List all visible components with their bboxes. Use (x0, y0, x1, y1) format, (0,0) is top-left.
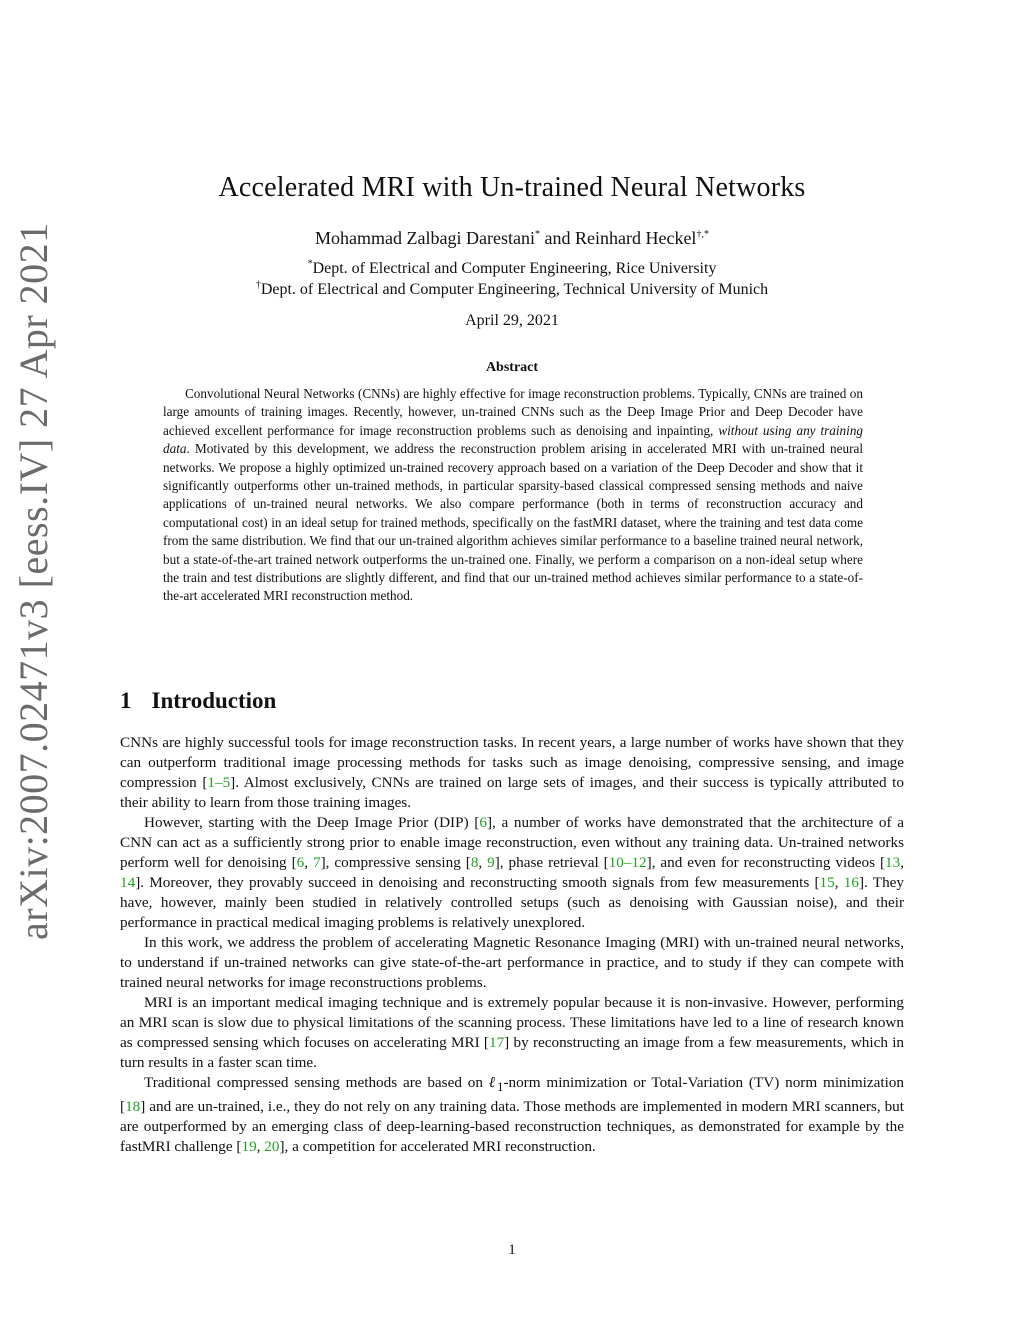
paragraph-text: ], and even for reconstructing videos [ (646, 854, 886, 871)
affiliation-mark: † (255, 279, 261, 291)
paragraph-text: ]. They have, however, mainly been studied in relatively controlled setups (such as denoising with Gaussian noise), and their performance in practical medical imaging problems is relatively unexplored. (120, 874, 904, 931)
citation-link[interactable]: 19 (241, 1138, 257, 1156)
paragraph-text: ] and are un-trained, i.e., they do not rely on any training data. Those methods are implemented in modern MRI scanners, but are outperformed by an emerging class of deep-learning-based reconstruction techniques, as demonstrated for example by the fastMRI challenge [ (120, 1098, 904, 1156)
paragraph-text: -norm minimization or Total-Variation (TV) norm minimization [ (120, 1074, 904, 1116)
math-ell: ℓ (488, 1074, 498, 1091)
abstract-text: . Motivated by this development, we address the reconstruction problem arising in accelerated MRI with un-trained neural networks. We propose a highly optimized un-trained recovery approach based on a variation of the Deep Decoder and show that it significantly outperforms other un-trained methods, in particular sparsity-based classical compressed sensing methods and naive applications of un-trained neural networks. We also compare performance (both in terms of reconstruction accuracy and computational cost) in an ideal setup for trained methods, specifically on the fastMRI dataset, where the training and test data come from the same distribution. We find that our un-trained algorithm achieves similar performance to a baseline trained neural network, but a state-of-the-art trained network outperforms the un-trained one. Finally, we perform a comparison on a non-ideal setup where the train and test distributions are slightly different, and find that our un-trained method achieves similar performance to a state-of-the-art accelerated MRI reconstruction method. (163, 441, 863, 604)
paragraph-text: However, starting with the Deep Image Prior (DIP) [ (144, 814, 480, 831)
citation-link[interactable]: 7 (313, 854, 321, 871)
citation-link[interactable]: 17 (488, 1034, 505, 1051)
paragraph-text: , (256, 1138, 265, 1156)
paragraph-text: ], compressive sensing [ (320, 854, 471, 871)
paragraph-text: , (304, 854, 313, 871)
paragraph (120, 933, 904, 993)
publication-date: April 29, 2021 (465, 312, 559, 329)
author-connector: and (539, 228, 575, 248)
citation-link[interactable]: 10–12 (608, 854, 647, 871)
citation-link[interactable]: 20 (264, 1138, 280, 1156)
abstract-emphasis: without using any training data (163, 422, 864, 457)
math-subscript: 1 (497, 1080, 504, 1095)
paragraph (120, 733, 904, 813)
paragraph (120, 813, 904, 933)
paragraph-text: ]. Almost exclusively, CNNs are trained on large sets of images, and their success is typically attributed to their ability to learn from those training images. (120, 774, 904, 811)
paragraph-text: , (834, 874, 844, 891)
citation-link[interactable]: 8 (470, 854, 479, 871)
paragraph-text: ], a number of works have demonstrated that the architecture of a CNN can act as a sufficiently strong prior to enable image reconstruction, even without any training data. Un-trained networks perform well for denoising [ (120, 814, 904, 871)
introduction-body (120, 733, 904, 1157)
citation-link[interactable]: 14 (120, 874, 136, 891)
citation-link[interactable]: 1–5 (207, 774, 231, 791)
affiliation-text: Dept. of Electrical and Computer Engineering, Technical University of Munich (260, 281, 769, 298)
citation-link[interactable]: 13 (885, 854, 901, 871)
citation-link[interactable]: 6 (296, 854, 305, 871)
affiliation-mark: †,* (696, 229, 709, 240)
section-heading (120, 688, 276, 714)
citation-link[interactable]: 15 (819, 874, 835, 891)
section-title: Introduction (151, 688, 277, 713)
citation-link[interactable]: 16 (843, 874, 859, 891)
paragraph-text: ]. Moreover, they provably succeed in denoising and reconstructing smooth signals from few measurements [ (135, 874, 820, 891)
affiliation-line (0, 260, 1024, 278)
author-name: Reinhard Heckel (574, 228, 697, 248)
abstract-body (163, 385, 863, 606)
paragraph-text: , (900, 854, 905, 871)
author-line (0, 228, 1024, 249)
citation-link[interactable]: 6 (479, 814, 487, 831)
affiliation-text: Dept. of Electrical and Computer Engineering, Rice University (312, 260, 717, 277)
paragraph-text: CNNs are highly successful tools for image reconstruction tasks. In recent years, a large number of works have shown that they can outperform traditional image processing methods for tasks such as image denoising, compressive sensing, and image compression [ (120, 734, 904, 791)
affiliation-line (0, 281, 1024, 299)
paragraph-text: ], a competition for accelerated MRI reconstruction. (279, 1138, 596, 1156)
paragraph-text: MRI is an important medical imaging technique and is extremely popular because it is non-invasive. However, performing an MRI scan is slow due to physical limitations of the scanning process. These limitations have led to a line of research known as compressed sensing which focuses on accelerating MRI [ (120, 994, 904, 1051)
paragraph-text: , (478, 854, 488, 871)
paragraph (120, 993, 904, 1073)
abstract-text: Convolutional Neural Networks (CNNs) are highly effective for image reconstruction problems. Typically, CNNs are trained on large amounts of training images. Recently, however, un-trained CNNs such as the Deep Image Prior and Deep Decoder have achieved excellent performance for image reconstruction problems such as denoising and inpainting, (163, 386, 863, 438)
abstract-heading: Abstract (485, 360, 539, 375)
affiliation-mark: * (307, 258, 313, 270)
paragraph-text: In this work, we address the problem of accelerating Magnetic Resonance Imaging (MRI) with un-trained neural networks, to understand if un-trained networks can give state-of-the-art performance in practice, and to study if they can compete with trained neural networks for image reconstructions problems. (120, 934, 904, 991)
paragraph-text: Traditional compressed sensing methods are based on (144, 1074, 489, 1091)
paper-title: Accelerated MRI with Un-trained Neural Networks (218, 172, 806, 203)
paragraph-text: ], phase retrieval [ (494, 854, 609, 871)
paragraph (120, 1073, 904, 1157)
arxiv-identifier-stamp: arXiv:2007.02471v3 [eess.IV] 27 Apr 2021 (11, 222, 56, 940)
author-name: Mohammad Zalbagi Darestani (315, 228, 535, 248)
page-number: 1 (508, 1242, 516, 1258)
citation-link[interactable]: 9 (487, 854, 495, 871)
paragraph-text: ] by reconstructing an image from a few measurements, which in turn results in a faster scan time. (120, 1034, 905, 1071)
section-number: 1 (120, 688, 132, 713)
affiliation-mark: * (534, 229, 540, 240)
citation-link[interactable]: 18 (125, 1098, 141, 1116)
